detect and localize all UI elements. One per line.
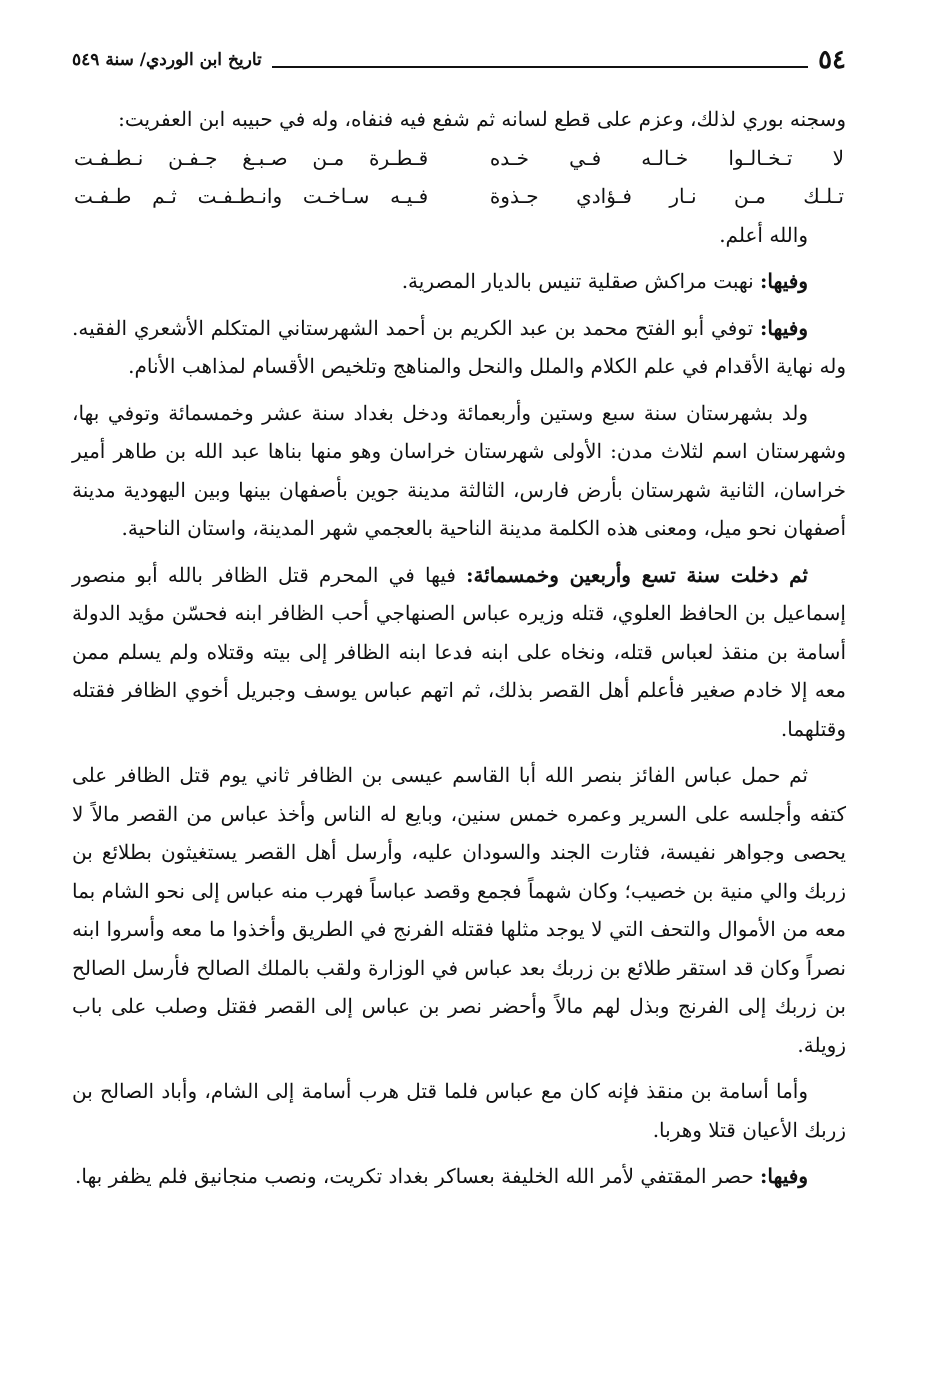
verse-first-hemistich: لا تـخـالـوا خـالـه فـي خـده [489,145,844,170]
paragraph-text: توفي أبو الفتح محمد بن عبد الكريم بن أحمد الشهرستاني المتكلم الأشعري الفقيه. وله نهاية الأقدام في علم الكلام والملل والنحل والمناهج وتلخيص الأقسام لمذاهب الأنام. [72,315,846,378]
paragraph [72,556,846,749]
paragraph-text: نهبت مراكش صقلية تنيس بالديار المصرية. [401,269,761,293]
verse-second-hemistich: فـيـه سـاخـت وانـطـفـت ثـم طـفـت [74,184,429,208]
verse-second-hemistich: قـطـرة مـن صـبـغ جـفـن نـطـفـت [74,145,429,170]
running-title: تاريخ ابن الوردي/ سنة ٥٤٩ [72,50,262,70]
paragraph: وأما أسامة بن منقذ فإنه كان مع عباس فلما قتل هرب أسامة إلى الشام، وأباد الصالح بن زربك الأعيان قتلا وهربا. [72,1079,846,1142]
paragraph-lead: وفيها: [760,315,808,340]
paragraph-lead: ثم دخلت سنة تسع وأربعين وخمسمائة: [466,562,808,587]
poem-verse [72,177,846,216]
paragraph [72,309,846,386]
page-header [72,42,846,78]
paragraph: وسجنه بوري لذلك، وعزم على قطع لسانه ثم شفع فيه فنفاه، وله في حبيبه ابن العفريت: [118,107,846,131]
paragraph [72,262,846,301]
paragraph-text: حصر المقتفي لأمر الله الخليفة بعساكر بغداد تكريت، ونصب منجانيق فلم يظفر بها. [75,1164,761,1188]
poem-verse [72,139,846,178]
paragraph-text: فيها في المحرم قتل الظافر بالله أبو منصور إسماعيل بن الحافظ العلوي، قتله وزيره عباس الصنهاجي أحب الظافر ابنه فحسّن مؤيد الدولة أسامة بن منقذ لعباس قتله، ونخاه على ابنه فدعا ابنه الظافر إلى بيته وقتلاه ولم يسلم ممن معه إلا خادم صغير فأعلم أهل القصر بذلك، ثم اتهم عباس يوسف وجبريل أخوي الظافر فقتله وقتلهما. [72,562,846,741]
paragraph [72,1157,846,1196]
header-rule [272,66,808,68]
paragraph: والله أعلم. [719,222,808,247]
book-page [72,42,846,1196]
paragraph-lead: وفيها: [760,269,808,293]
page-number: ٥٤ [818,45,846,75]
verse-first-hemistich: تـلـك مـن نـار فـؤادي جـذوة [489,184,844,208]
paragraph: ولد بشهرستان سنة سبع وستين وأربعمائة ودخل بغداد سنة عشر وخمسمائة وتوفي بها، وشهرستان اسم لثلاث مدن: الأولى شهرستان خراسان وهو منها بناها عبد الله بن طاهر أمير خراسان، الثانية شهرستان بأرض فارس، الثالثة مدينة جوين بأصفهان بينها وبين اليهودية مدينة أصفهان نحو ميل، ومعنى هذه الكلمة مدينة الناحية بالعجمي شهر المدينة، واستان الناحية. [72,400,846,540]
paragraph-lead: وفيها: [760,1164,808,1188]
page-body [72,100,846,1196]
paragraph: ثم حمل عباس الفائز بنصر الله أبا القاسم عيسى بن الظافر ثاني يوم قتل الظافر على كتفه وأجلسه على السرير وعمره خمس سنين، وبايع له الناس وأخذ عباس من القصر مالاً لا يحصى وجواهر نفيسة، فثارت الجند والسودان عليه، وأرسل أهل القصر يستغيثون بطلائع بن زربك والي منية بن خصيب؛ وكان شهماً فجمع وقصد عباساً فهرب منه عباس إلى نحو الشام بما معه من الأموال والتحف التي لا يوجد مثلها فقتله الفرنج في الطريق وأخذوا ما معه وأسروا ابنه نصراً وكان قد استقر طلائع بن زربك بعد عباس في الوزارة ولقب بالملك الصالح فأرسل الصالح بن زربك إلى الفرنج وبذل لهم مالاً وأحضر نصر بن عباس إلى القصر فقتل وصلب على باب زويلة. [72,763,846,1057]
